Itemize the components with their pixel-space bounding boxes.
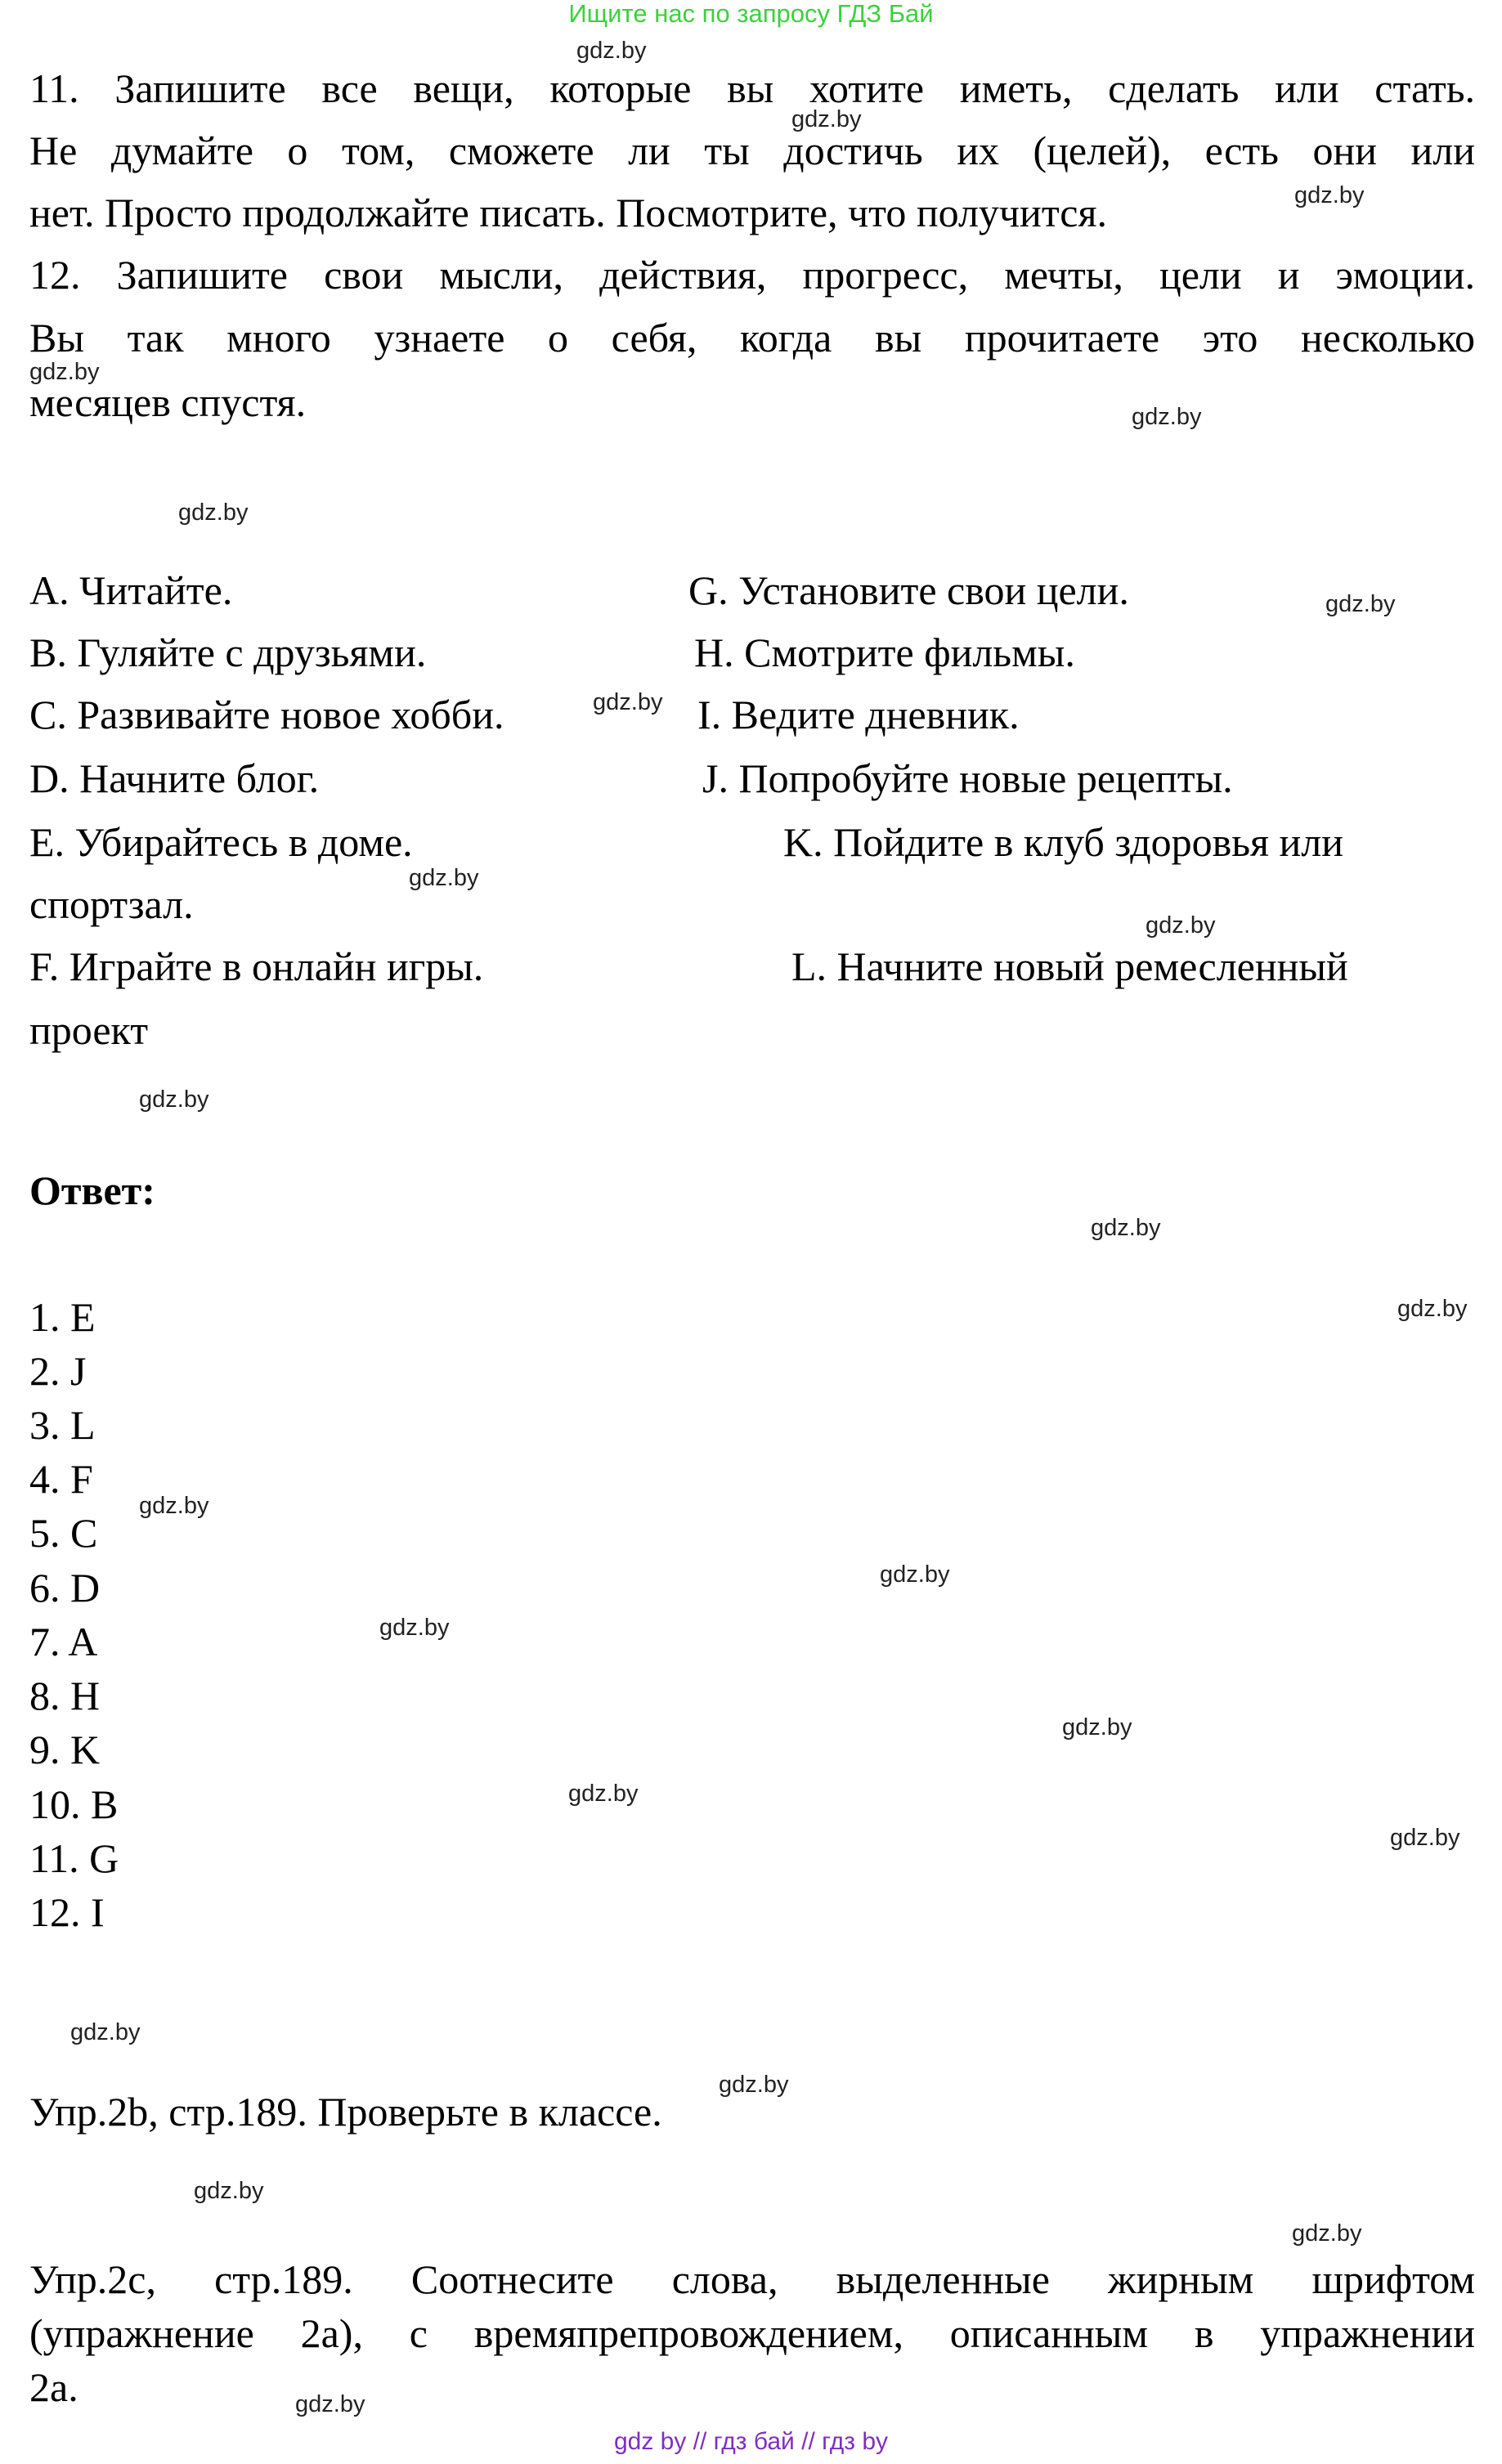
watermark: gdz.by <box>70 2019 141 2045</box>
watermark: gdz.by <box>1397 1296 1468 1322</box>
watermark: gdz.by <box>1132 404 1202 430</box>
item-12-line-1: 12. Запишите свои мысли, действия, прогресс, мечты, цели и эмоции. <box>29 252 1475 298</box>
watermark: gdz.by <box>1390 1825 1460 1851</box>
option-c: C. Развивайте новое хобби. <box>29 692 504 737</box>
answer-item: 6. D <box>29 1565 101 1611</box>
answer-item: 9. K <box>29 1727 101 1772</box>
item-12-line-3: месяцев спустя. <box>29 379 307 425</box>
exercise-2c-line-2: (упражнение 2a), с времяпрепровождением, описанным в упражнении <box>29 2310 1475 2356</box>
exercise-2b: Упр.2b, стр.189. Проверьте в классе. <box>29 2089 662 2135</box>
watermark: gdz.by <box>568 1781 639 1807</box>
answer-item: 7. A <box>29 1619 98 1664</box>
watermark: gdz.by <box>139 1086 209 1113</box>
watermark: gdz.by <box>1146 912 1216 939</box>
answer-item: 10. B <box>29 1781 119 1827</box>
option-i: I. Ведите дневник. <box>697 692 1020 737</box>
option-b: B. Гуляйте с друзьями. <box>29 629 427 675</box>
watermark: gdz.by <box>576 38 647 64</box>
answer-item: 8. H <box>29 1673 101 1718</box>
option-k-continuation: спортзал. <box>29 881 194 927</box>
answer-item: 2. J <box>29 1348 87 1394</box>
option-j: J. Попробуйте новые рецепты. <box>702 755 1233 801</box>
watermark: gdz.by <box>1062 1714 1132 1740</box>
watermark: gdz.by <box>1292 2220 1362 2247</box>
watermark: gdz.by <box>178 500 249 526</box>
item-12-line-2: Вы так много узнаете о себя, когда вы прочитаете это несколько <box>29 315 1475 361</box>
item-11-line-2: Не думайте о том, сможете ли ты достичь их (целей), есть они или <box>29 128 1475 173</box>
option-d: D. Начните блог. <box>29 755 320 801</box>
watermark: gdz.by <box>295 2391 365 2417</box>
item-11-line-3: нет. Просто продолжайте писать. Посмотрите, что получится. <box>29 190 1107 235</box>
option-h: H. Смотрите фильмы. <box>694 629 1075 675</box>
option-k: K. Пойдите в клуб здоровья или <box>783 819 1344 865</box>
answer-item: 12. I <box>29 1889 105 1935</box>
watermark: gdz.by <box>1091 1215 1161 1241</box>
watermark: gdz.by <box>593 689 663 715</box>
option-l: L. Начните новый ремесленный <box>791 943 1348 989</box>
answer-heading: Ответ: <box>29 1167 155 1213</box>
watermark: gdz.by <box>719 2072 789 2098</box>
header-banner[interactable]: Ищите нас по запросу ГДЗ Бай <box>568 0 934 28</box>
watermark: gdz.by <box>139 1493 209 1519</box>
item-11-line-1: 11. Запишите все вещи, которые вы хотите иметь, сделать или стать. <box>29 65 1475 111</box>
answer-item: 5. C <box>29 1510 98 1556</box>
exercise-2c-line-1: Упр.2c, стр.189. Соотнесите слова, выделенные жирным шрифтом <box>29 2256 1475 2302</box>
watermark: gdz.by <box>1294 182 1365 208</box>
answer-item: 1. E <box>29 1294 96 1340</box>
option-e: E. Убирайтесь в доме. <box>29 819 413 865</box>
watermark: gdz.by <box>194 2178 264 2204</box>
watermark: gdz.by <box>880 1561 950 1588</box>
footer-links[interactable]: gdz by // гдз бай // гдз by <box>613 2428 889 2455</box>
answer-item: 3. L <box>29 1402 96 1448</box>
watermark: gdz.by <box>1325 591 1396 617</box>
exercise-2c-line-3: 2a. <box>29 2364 78 2410</box>
option-l-continuation: проект <box>29 1007 149 1053</box>
answer-item: 11. G <box>29 1835 119 1881</box>
answer-item: 4. F <box>29 1456 93 1502</box>
watermark: gdz.by <box>29 359 100 385</box>
watermark: gdz.by <box>379 1615 450 1641</box>
watermark: gdz.by <box>791 106 862 132</box>
option-g: G. Установите свои цели. <box>688 567 1129 613</box>
option-a: A. Читайте. <box>29 567 233 613</box>
watermark: gdz.by <box>409 865 479 891</box>
option-f: F. Играйте в онлайн игры. <box>29 943 484 989</box>
